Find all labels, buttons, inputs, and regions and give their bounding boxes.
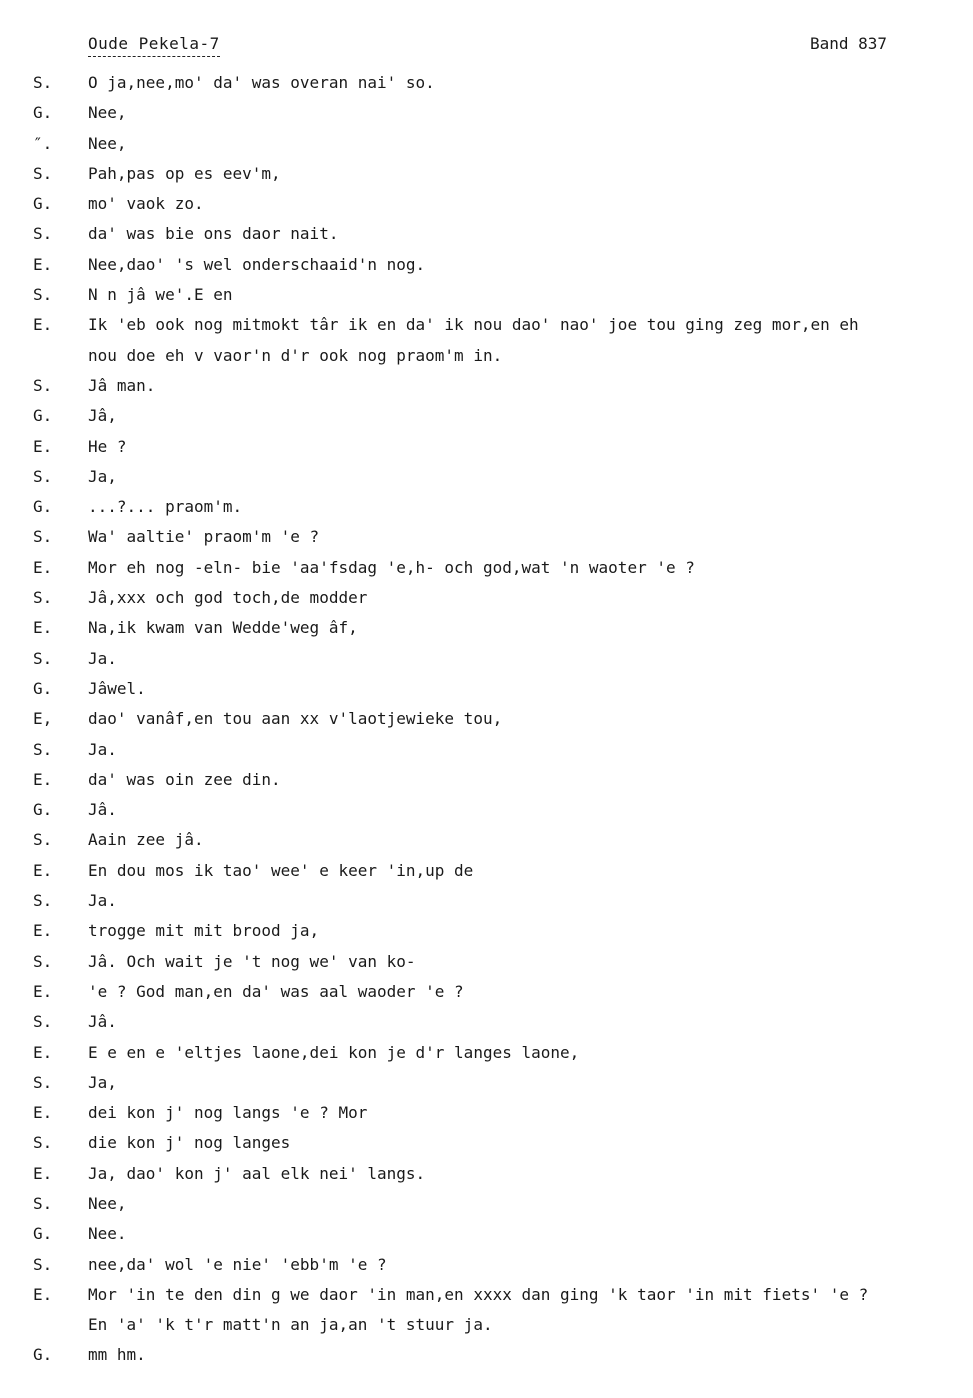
utterance-text: ...?... praom'm. bbox=[88, 497, 243, 517]
transcript-line bbox=[0, 255, 973, 285]
tape-number: Band 837 bbox=[810, 34, 888, 53]
utterance-text: E e en e 'eltjes laone,dei kon je d'r langes laone, bbox=[88, 1042, 580, 1062]
speaker-label: G. bbox=[33, 1224, 53, 1244]
speaker-label: E. bbox=[33, 1163, 53, 1183]
transcript-line bbox=[0, 740, 973, 770]
transcript-line bbox=[0, 224, 973, 254]
utterance-text: Nee, bbox=[88, 1193, 127, 1213]
transcript-line bbox=[0, 588, 973, 618]
transcript-line bbox=[0, 618, 973, 648]
transcript-body bbox=[0, 73, 973, 1376]
speaker-label: S. bbox=[33, 466, 53, 486]
utterance-text: Nee, bbox=[88, 103, 127, 123]
transcript-line bbox=[0, 73, 973, 103]
utterance-text: Nee, bbox=[88, 133, 127, 153]
speaker-label: E, bbox=[33, 709, 53, 729]
title-underline bbox=[88, 56, 220, 57]
speaker-label: S. bbox=[33, 830, 53, 850]
transcript-line bbox=[0, 1073, 973, 1103]
transcript-line bbox=[0, 527, 973, 557]
speaker-label: G. bbox=[33, 678, 53, 698]
transcript-line bbox=[0, 709, 973, 739]
transcript-line bbox=[0, 376, 973, 406]
transcript-line bbox=[0, 1103, 973, 1133]
utterance-text: Ja, dao' kon j' aal elk nei' langs. bbox=[88, 1163, 426, 1183]
speaker-label: E. bbox=[33, 1042, 53, 1062]
speaker-label: S. bbox=[33, 73, 53, 92]
utterance-text: Ja. bbox=[88, 648, 117, 668]
transcript-line bbox=[0, 830, 973, 860]
transcript-line bbox=[0, 497, 973, 527]
speaker-label: G. bbox=[33, 497, 53, 517]
utterance-text: mo' vaok zo. bbox=[88, 194, 204, 214]
transcript-line bbox=[0, 103, 973, 133]
transcript-line bbox=[0, 921, 973, 951]
transcript-line bbox=[0, 467, 973, 497]
utterance-text: Ja. bbox=[88, 891, 117, 911]
utterance-text: Nee,dao' 's wel onderschaaid'n nog. bbox=[88, 254, 426, 274]
transcript-line bbox=[0, 1285, 973, 1315]
utterance-text: Ik 'eb ook nog mitmokt târ ik en da' ik nou dao' nao' joe tou ging zeg mor,en eh bbox=[88, 315, 859, 335]
transcript-line bbox=[0, 1012, 973, 1042]
utterance-text: O ja,nee,mo' da' was overan nai' so. bbox=[88, 73, 435, 92]
speaker-label: S. bbox=[33, 951, 53, 971]
utterance-text: Ja. bbox=[88, 739, 117, 759]
utterance-text: die kon j' nog langes bbox=[88, 1133, 291, 1153]
transcript-line bbox=[0, 1345, 973, 1375]
transcript-line bbox=[0, 406, 973, 436]
speaker-label: E. bbox=[33, 436, 53, 456]
speaker-label: S. bbox=[33, 588, 53, 608]
transcript-line bbox=[0, 679, 973, 709]
utterance-text: Jâ man. bbox=[88, 375, 156, 395]
transcript-line bbox=[0, 1255, 973, 1285]
speaker-label: E. bbox=[33, 618, 53, 638]
utterance-text: Ja, bbox=[88, 1072, 117, 1092]
utterance-text: trogge mit mit brood ja, bbox=[88, 921, 320, 941]
speaker-label: S. bbox=[33, 1012, 53, 1032]
speaker-label: E. bbox=[33, 860, 53, 880]
utterance-text: He ? bbox=[88, 436, 127, 456]
speaker-label: S. bbox=[33, 163, 53, 183]
utterance-text: nou doe eh v vaor'n d'r ook nog praom'm in. bbox=[88, 345, 503, 365]
utterance-text: Aain zee jâ. bbox=[88, 830, 204, 850]
utterance-text: Jâ, bbox=[88, 406, 117, 426]
speaker-label: E. bbox=[33, 557, 53, 577]
utterance-text: dao' vanâf,en tou aan xx v'laotjewieke tou, bbox=[88, 709, 503, 729]
speaker-label: ″. bbox=[33, 133, 53, 153]
utterance-text: Jâ,xxx och god toch,de modder bbox=[88, 588, 368, 608]
speaker-label: G. bbox=[33, 800, 53, 820]
transcript-line bbox=[0, 952, 973, 982]
utterance-text: Mor 'in te den din g we daor 'in man,en xxxx dan ging 'k taor 'in mit fiets' 'e ? bbox=[88, 1284, 869, 1304]
speaker-label: E. bbox=[33, 981, 53, 1001]
speaker-label: S. bbox=[33, 648, 53, 668]
speaker-label: S. bbox=[33, 1133, 53, 1153]
utterance-text: N n jâ we'.E en bbox=[88, 285, 233, 305]
utterance-text: Ja, bbox=[88, 466, 117, 486]
transcript-line bbox=[0, 1224, 973, 1254]
page-title bbox=[88, 34, 220, 53]
speaker-label: E. bbox=[33, 1103, 53, 1123]
transcript-line bbox=[0, 164, 973, 194]
utterance-text: En dou mos ik tao' wee' e keer 'in,up de bbox=[88, 860, 474, 880]
speaker-label: E. bbox=[33, 769, 53, 789]
speaker-label: S. bbox=[33, 891, 53, 911]
transcript-line bbox=[0, 649, 973, 679]
utterance-text: mm hm. bbox=[88, 1345, 146, 1365]
transcript-line bbox=[0, 346, 973, 376]
utterance-text: da' was oin zee din. bbox=[88, 769, 281, 789]
speaker-label: G. bbox=[33, 194, 53, 214]
utterance-text: Jâwel. bbox=[88, 678, 146, 698]
utterance-text: Wa' aaltie' praom'm 'e ? bbox=[88, 527, 320, 547]
speaker-label: S. bbox=[33, 285, 53, 305]
utterance-text: Mor eh nog -eln- bie 'aa'fsdag 'e,h- och god,wat 'n waoter 'e ? bbox=[88, 557, 695, 577]
speaker-label: S. bbox=[33, 1254, 53, 1274]
utterance-text: dei kon j' nog langs 'e ? Mor bbox=[88, 1103, 368, 1123]
speaker-label: G. bbox=[33, 406, 53, 426]
speaker-label: E. bbox=[33, 254, 53, 274]
utterance-text: Jâ. bbox=[88, 1012, 117, 1032]
utterance-text: Na,ik kwam van Wedde'weg âf, bbox=[88, 618, 358, 638]
utterance-text: da' was bie ons daor nait. bbox=[88, 224, 339, 244]
transcript-line bbox=[0, 194, 973, 224]
speaker-label: S. bbox=[33, 1072, 53, 1092]
transcript-line bbox=[0, 1315, 973, 1345]
transcript-line bbox=[0, 285, 973, 315]
speaker-label: G. bbox=[33, 103, 53, 123]
transcript-line bbox=[0, 1133, 973, 1163]
speaker-label: S. bbox=[33, 224, 53, 244]
speaker-label: G. bbox=[33, 1345, 53, 1365]
transcript-line bbox=[0, 558, 973, 588]
speaker-label: S. bbox=[33, 739, 53, 759]
speaker-label: E. bbox=[33, 1284, 53, 1304]
speaker-label: S. bbox=[33, 375, 53, 395]
utterance-text: Jâ. Och wait je 't nog we' van ko- bbox=[88, 951, 416, 971]
utterance-text: En 'a' 'k t'r matt'n an ja,an 't stuur ja. bbox=[88, 1315, 493, 1335]
transcript-line bbox=[0, 437, 973, 467]
transcript-line bbox=[0, 861, 973, 891]
utterance-text: Nee. bbox=[88, 1224, 127, 1244]
speaker-label: S. bbox=[33, 1193, 53, 1213]
speaker-label: E. bbox=[33, 315, 53, 335]
utterance-text: Jâ. bbox=[88, 800, 117, 820]
transcript-line bbox=[0, 1164, 973, 1194]
utterance-text: 'e ? God man,en da' was aal waoder 'e ? bbox=[88, 981, 464, 1001]
transcript-line bbox=[0, 1043, 973, 1073]
utterance-text: nee,da' wol 'e nie' 'ebb'm 'e ? bbox=[88, 1254, 387, 1274]
speaker-label: E. bbox=[33, 921, 53, 941]
speaker-label: S. bbox=[33, 527, 53, 547]
utterance-text: Pah,pas op es eev'm, bbox=[88, 163, 281, 183]
page-title-text: Oude Pekela-7 bbox=[88, 34, 220, 53]
transcript-line bbox=[0, 982, 973, 1012]
transcript-line bbox=[0, 134, 973, 164]
transcript-line bbox=[0, 891, 973, 921]
transcript-line bbox=[0, 770, 973, 800]
transcript-line bbox=[0, 800, 973, 830]
transcript-line bbox=[0, 1194, 973, 1224]
transcript-line bbox=[0, 315, 973, 345]
